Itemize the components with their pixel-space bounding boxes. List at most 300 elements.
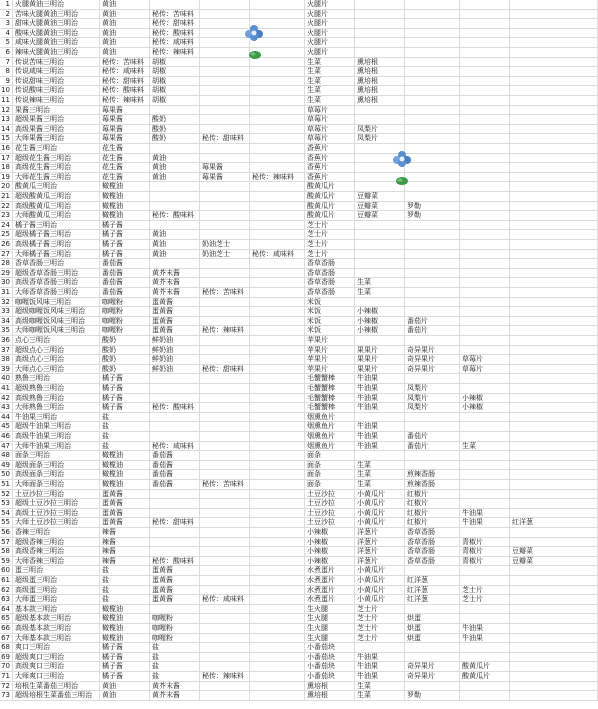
table-cell[interactable]: 红椒片 xyxy=(405,490,460,500)
row-number[interactable]: 33 xyxy=(0,307,13,317)
row-number[interactable]: 66 xyxy=(0,624,13,634)
table-cell[interactable]: 红椒片 xyxy=(405,518,460,528)
table-cell[interactable] xyxy=(510,374,598,384)
row-number[interactable]: 8 xyxy=(0,67,13,77)
table-cell[interactable] xyxy=(460,240,510,250)
row-number[interactable]: 29 xyxy=(0,269,13,279)
table-cell[interactable]: 盐 xyxy=(150,662,200,672)
table-cell[interactable]: 超级蛋三明治 xyxy=(13,576,100,586)
table-cell[interactable] xyxy=(200,19,250,29)
table-cell[interactable]: 香蕉片 xyxy=(305,163,355,173)
table-cell[interactable]: 超级培根生菜番茄三明治 xyxy=(13,691,100,701)
table-cell[interactable] xyxy=(200,499,250,509)
table-cell[interactable] xyxy=(250,346,305,356)
table-cell[interactable]: 橘子酱 xyxy=(100,221,150,231)
table-cell[interactable]: 盐 xyxy=(100,576,150,586)
table-cell[interactable]: 烘蛋 xyxy=(405,634,460,644)
table-cell[interactable] xyxy=(510,624,598,634)
table-cell[interactable] xyxy=(200,403,250,413)
table-cell[interactable]: 牛油果 xyxy=(355,442,405,452)
table-cell[interactable]: 传说苦味三明治 xyxy=(13,58,100,68)
table-cell[interactable]: 橄榄油 xyxy=(100,211,150,221)
table-cell[interactable] xyxy=(510,403,598,413)
table-cell[interactable]: 熏培根 xyxy=(355,58,405,68)
table-cell[interactable] xyxy=(460,163,510,173)
table-cell[interactable]: 咖喱粉 xyxy=(150,614,200,624)
row-number[interactable]: 28 xyxy=(0,259,13,269)
table-cell[interactable] xyxy=(250,144,305,154)
table-cell[interactable] xyxy=(510,634,598,644)
table-cell[interactable]: 熏培根 xyxy=(355,77,405,87)
table-cell[interactable]: 橘子酱 xyxy=(100,394,150,404)
table-cell[interactable]: 花生酱 xyxy=(100,163,150,173)
table-cell[interactable]: 黄油 xyxy=(150,230,200,240)
table-cell[interactable] xyxy=(460,384,510,394)
table-cell[interactable]: 秘传：辣味料 xyxy=(100,96,150,106)
table-cell[interactable] xyxy=(250,605,305,615)
row-number[interactable]: 3 xyxy=(0,19,13,29)
table-cell[interactable] xyxy=(150,374,200,384)
row-number[interactable]: 6 xyxy=(0,48,13,58)
table-cell[interactable] xyxy=(200,557,250,567)
table-cell[interactable] xyxy=(510,451,598,461)
table-cell[interactable]: 秘传：酸味料 xyxy=(150,211,200,221)
table-cell[interactable] xyxy=(355,250,405,260)
table-cell[interactable]: 芝士片 xyxy=(355,624,405,634)
table-cell[interactable] xyxy=(460,154,510,164)
row-number[interactable]: 71 xyxy=(0,672,13,682)
table-cell[interactable] xyxy=(250,432,305,442)
row-number[interactable]: 22 xyxy=(0,202,13,212)
table-cell[interactable] xyxy=(250,422,305,432)
table-cell[interactable]: 超级果酱三明治 xyxy=(13,115,100,125)
table-cell[interactable] xyxy=(200,547,250,557)
table-cell[interactable]: 洋葱片 xyxy=(355,528,405,538)
table-cell[interactable]: 酸味火腿黄油三明治 xyxy=(13,29,100,39)
table-cell[interactable] xyxy=(510,115,598,125)
table-cell[interactable] xyxy=(510,58,598,68)
table-cell[interactable]: 黄油 xyxy=(150,154,200,164)
table-cell[interactable]: 小辣椒 xyxy=(355,326,405,336)
table-cell[interactable] xyxy=(250,0,305,10)
table-cell[interactable] xyxy=(510,67,598,77)
table-cell[interactable]: 生菜 xyxy=(305,96,355,106)
table-cell[interactable]: 秘传：甜味料 xyxy=(200,134,250,144)
row-number[interactable]: 41 xyxy=(0,384,13,394)
table-cell[interactable] xyxy=(200,211,250,221)
table-cell[interactable]: 香草香肠 xyxy=(305,259,355,269)
table-cell[interactable] xyxy=(460,38,510,48)
table-cell[interactable]: 秘传：甜味料 xyxy=(200,365,250,375)
table-cell[interactable]: 奇异果片 xyxy=(405,672,460,682)
table-cell[interactable] xyxy=(250,134,305,144)
table-cell[interactable] xyxy=(250,336,305,346)
table-cell[interactable]: 草莓片 xyxy=(305,134,355,144)
table-cell[interactable]: 牛油果 xyxy=(460,634,510,644)
row-number[interactable]: 52 xyxy=(0,490,13,500)
table-cell[interactable]: 面条 xyxy=(305,470,355,480)
table-cell[interactable] xyxy=(460,499,510,509)
table-cell[interactable]: 洋葱片 xyxy=(355,547,405,557)
table-cell[interactable]: 秘传：咸味料 xyxy=(150,442,200,452)
table-cell[interactable]: 番茄酱 xyxy=(100,288,150,298)
table-cell[interactable] xyxy=(510,566,598,576)
table-cell[interactable] xyxy=(150,144,200,154)
table-cell[interactable] xyxy=(150,0,200,10)
table-cell[interactable] xyxy=(250,202,305,212)
table-cell[interactable] xyxy=(405,154,460,164)
table-cell[interactable]: 红洋葱 xyxy=(405,586,460,596)
table-cell[interactable] xyxy=(250,67,305,77)
table-cell[interactable]: 小辣椒 xyxy=(305,538,355,548)
table-cell[interactable]: 小黄瓜片 xyxy=(355,509,405,519)
table-cell[interactable] xyxy=(510,134,598,144)
table-cell[interactable] xyxy=(200,77,250,87)
table-cell[interactable] xyxy=(405,682,460,692)
table-cell[interactable] xyxy=(405,144,460,154)
table-cell[interactable]: 辣酱 xyxy=(100,538,150,548)
table-cell[interactable]: 豆瓣菜 xyxy=(355,202,405,212)
table-cell[interactable] xyxy=(250,662,305,672)
table-cell[interactable] xyxy=(460,250,510,260)
row-number[interactable]: 54 xyxy=(0,509,13,519)
table-cell[interactable]: 高级熟鲁三明治 xyxy=(13,394,100,404)
row-number[interactable]: 27 xyxy=(0,250,13,260)
table-cell[interactable]: 胡椒 xyxy=(150,77,200,87)
table-cell[interactable]: 小辣椒 xyxy=(460,403,510,413)
table-cell[interactable] xyxy=(250,451,305,461)
table-cell[interactable] xyxy=(250,461,305,471)
table-cell[interactable] xyxy=(405,115,460,125)
table-cell[interactable] xyxy=(510,182,598,192)
table-cell[interactable] xyxy=(250,365,305,375)
table-cell[interactable] xyxy=(460,48,510,58)
table-cell[interactable] xyxy=(250,672,305,682)
table-cell[interactable]: 高级基本款三明治 xyxy=(13,624,100,634)
table-cell[interactable]: 大师蛋三明治 xyxy=(13,595,100,605)
table-cell[interactable]: 小辣椒 xyxy=(355,307,405,317)
table-cell[interactable] xyxy=(510,0,598,10)
table-cell[interactable] xyxy=(250,499,305,509)
table-cell[interactable]: 土豆沙拉 xyxy=(305,518,355,528)
table-cell[interactable]: 传说辣味三明治 xyxy=(13,96,100,106)
table-cell[interactable]: 小黄瓜片 xyxy=(355,518,405,528)
table-cell[interactable] xyxy=(460,374,510,384)
table-cell[interactable] xyxy=(460,192,510,202)
table-cell[interactable]: 生菜 xyxy=(355,278,405,288)
row-number[interactable]: 63 xyxy=(0,595,13,605)
table-cell[interactable]: 酸黄瓜片 xyxy=(305,202,355,212)
table-cell[interactable] xyxy=(460,10,510,20)
row-number[interactable]: 51 xyxy=(0,480,13,490)
table-cell[interactable]: 盐 xyxy=(100,586,150,596)
table-cell[interactable] xyxy=(200,58,250,68)
table-cell[interactable] xyxy=(510,682,598,692)
table-cell[interactable]: 红椒片 xyxy=(405,499,460,509)
table-cell[interactable] xyxy=(405,106,460,116)
table-cell[interactable] xyxy=(200,586,250,596)
table-cell[interactable] xyxy=(200,125,250,135)
table-cell[interactable]: 火腿片 xyxy=(305,48,355,58)
table-cell[interactable]: 辣酱 xyxy=(100,547,150,557)
table-cell[interactable]: 面条 xyxy=(305,461,355,471)
table-cell[interactable]: 生菜 xyxy=(460,442,510,452)
table-cell[interactable]: 面条 xyxy=(305,480,355,490)
table-cell[interactable]: 咸味火腿黄油三明治 xyxy=(13,38,100,48)
table-cell[interactable]: 橄榄油 xyxy=(100,470,150,480)
table-cell[interactable] xyxy=(405,48,460,58)
table-cell[interactable] xyxy=(460,230,510,240)
table-cell[interactable]: 小辣椒 xyxy=(355,317,405,327)
table-cell[interactable] xyxy=(405,643,460,653)
table-cell[interactable]: 大师橘子酱三明治 xyxy=(13,250,100,260)
table-cell[interactable]: 辣酱 xyxy=(100,557,150,567)
table-cell[interactable] xyxy=(510,662,598,672)
table-cell[interactable] xyxy=(405,250,460,260)
table-cell[interactable]: 小辣椒 xyxy=(305,557,355,567)
table-cell[interactable] xyxy=(250,269,305,279)
table-cell[interactable]: 草莓片 xyxy=(460,355,510,365)
table-cell[interactable]: 酸黄瓜片 xyxy=(460,662,510,672)
table-cell[interactable]: 超级爽口三明治 xyxy=(13,653,100,663)
table-cell[interactable]: 牛油果 xyxy=(355,403,405,413)
table-cell[interactable] xyxy=(150,538,200,548)
table-cell[interactable]: 爽口三明治 xyxy=(13,643,100,653)
table-cell[interactable] xyxy=(250,595,305,605)
table-cell[interactable]: 高级土豆沙拉三明治 xyxy=(13,509,100,519)
table-cell[interactable]: 秘传：咸味料 xyxy=(150,38,200,48)
table-cell[interactable] xyxy=(250,115,305,125)
table-cell[interactable]: 秘传：酸味料 xyxy=(150,29,200,39)
table-cell[interactable]: 小黄瓜片 xyxy=(355,490,405,500)
table-cell[interactable] xyxy=(200,298,250,308)
table-cell[interactable]: 芝士片 xyxy=(460,595,510,605)
table-cell[interactable] xyxy=(250,326,305,336)
table-cell[interactable] xyxy=(250,538,305,548)
table-cell[interactable] xyxy=(405,86,460,96)
table-cell[interactable]: 高级面条三明治 xyxy=(13,470,100,480)
table-cell[interactable] xyxy=(460,173,510,183)
table-cell[interactable]: 莓果酱 xyxy=(200,163,250,173)
table-cell[interactable] xyxy=(405,278,460,288)
table-cell[interactable]: 熏培根 xyxy=(355,96,405,106)
table-cell[interactable] xyxy=(510,614,598,624)
table-cell[interactable] xyxy=(510,278,598,288)
table-cell[interactable]: 黄油 xyxy=(100,0,150,10)
table-cell[interactable] xyxy=(200,691,250,701)
table-cell[interactable] xyxy=(510,259,598,269)
row-number[interactable]: 67 xyxy=(0,634,13,644)
table-cell[interactable]: 香蕉片 xyxy=(305,154,355,164)
row-number[interactable]: 25 xyxy=(0,230,13,240)
table-cell[interactable]: 莓果酱 xyxy=(100,134,150,144)
table-cell[interactable] xyxy=(510,413,598,423)
table-cell[interactable]: 芝士片 xyxy=(355,605,405,615)
table-cell[interactable] xyxy=(200,202,250,212)
row-number[interactable]: 19 xyxy=(0,173,13,183)
table-cell[interactable]: 芝士片 xyxy=(355,614,405,624)
table-cell[interactable]: 小番茄块 xyxy=(305,662,355,672)
table-cell[interactable] xyxy=(405,413,460,423)
table-cell[interactable]: 花生酱三明治 xyxy=(13,144,100,154)
table-cell[interactable]: 小辣椒 xyxy=(305,547,355,557)
table-cell[interactable] xyxy=(510,576,598,586)
table-cell[interactable] xyxy=(510,384,598,394)
table-cell[interactable] xyxy=(200,566,250,576)
table-cell[interactable]: 莓果酱 xyxy=(100,125,150,135)
table-cell[interactable]: 毛蟹蟹棒 xyxy=(305,394,355,404)
table-cell[interactable] xyxy=(405,38,460,48)
table-cell[interactable]: 蛋三明治 xyxy=(13,566,100,576)
table-cell[interactable]: 豆瓣菜 xyxy=(355,211,405,221)
table-cell[interactable]: 芝士片 xyxy=(355,634,405,644)
table-cell[interactable] xyxy=(510,470,598,480)
table-cell[interactable] xyxy=(250,470,305,480)
table-cell[interactable] xyxy=(250,211,305,221)
table-cell[interactable]: 花生酱 xyxy=(100,173,150,183)
table-cell[interactable] xyxy=(510,96,598,106)
row-number[interactable]: 13 xyxy=(0,115,13,125)
table-cell[interactable]: 香草香肠 xyxy=(405,528,460,538)
table-cell[interactable]: 牛油果 xyxy=(460,518,510,528)
table-cell[interactable]: 咖喱粉 xyxy=(150,634,200,644)
table-cell[interactable]: 橄榄油 xyxy=(100,461,150,471)
table-cell[interactable] xyxy=(460,307,510,317)
table-cell[interactable] xyxy=(510,250,598,260)
table-cell[interactable] xyxy=(510,653,598,663)
table-cell[interactable] xyxy=(150,202,200,212)
table-cell[interactable]: 酸黄瓜片 xyxy=(305,192,355,202)
table-cell[interactable] xyxy=(460,566,510,576)
table-cell[interactable]: 生菜 xyxy=(355,691,405,701)
table-cell[interactable]: 牛油果 xyxy=(460,624,510,634)
table-cell[interactable] xyxy=(460,96,510,106)
table-cell[interactable]: 秘传：辣味料 xyxy=(200,326,250,336)
table-cell[interactable]: 黄油 xyxy=(150,250,200,260)
table-cell[interactable]: 胡椒 xyxy=(150,67,200,77)
row-number[interactable]: 50 xyxy=(0,470,13,480)
table-cell[interactable]: 芝士片 xyxy=(460,586,510,596)
table-cell[interactable]: 香蕉片 xyxy=(305,173,355,183)
table-cell[interactable] xyxy=(510,365,598,375)
table-cell[interactable] xyxy=(510,605,598,615)
table-cell[interactable] xyxy=(150,384,200,394)
table-cell[interactable]: 黄油 xyxy=(150,173,200,183)
table-cell[interactable] xyxy=(200,624,250,634)
table-cell[interactable] xyxy=(460,653,510,663)
table-cell[interactable]: 奇异果片 xyxy=(405,355,460,365)
table-cell[interactable] xyxy=(510,317,598,327)
table-cell[interactable]: 秘传：甜味料 xyxy=(150,518,200,528)
table-cell[interactable] xyxy=(250,614,305,624)
table-cell[interactable] xyxy=(460,115,510,125)
table-cell[interactable] xyxy=(355,0,405,10)
table-cell[interactable] xyxy=(250,355,305,365)
table-cell[interactable]: 酸黄瓜片 xyxy=(460,672,510,682)
table-cell[interactable]: 米饭 xyxy=(305,326,355,336)
table-cell[interactable]: 生火腿 xyxy=(305,614,355,624)
table-cell[interactable] xyxy=(200,653,250,663)
table-cell[interactable] xyxy=(200,394,250,404)
table-cell[interactable] xyxy=(250,682,305,692)
table-cell[interactable]: 洋葱片 xyxy=(355,557,405,567)
table-cell[interactable] xyxy=(405,0,460,10)
row-number[interactable]: 23 xyxy=(0,211,13,221)
table-cell[interactable]: 果果片 xyxy=(355,365,405,375)
row-number[interactable]: 69 xyxy=(0,653,13,663)
table-cell[interactable] xyxy=(510,499,598,509)
table-cell[interactable]: 超级橘子酱三明治 xyxy=(13,230,100,240)
table-cell[interactable]: 秘传：苦味料 xyxy=(100,58,150,68)
row-number[interactable]: 36 xyxy=(0,336,13,346)
row-number[interactable]: 2 xyxy=(0,10,13,20)
table-cell[interactable]: 甜味火腿黄油三明治 xyxy=(13,19,100,29)
table-cell[interactable]: 红洋葱 xyxy=(405,595,460,605)
table-cell[interactable]: 小黄瓜片 xyxy=(355,499,405,509)
table-cell[interactable]: 大师果酱三明治 xyxy=(13,134,100,144)
table-cell[interactable]: 秘传：酸味料 xyxy=(150,403,200,413)
table-cell[interactable] xyxy=(150,106,200,116)
table-cell[interactable]: 黄芥末酱 xyxy=(150,269,200,279)
table-cell[interactable] xyxy=(510,154,598,164)
table-cell[interactable] xyxy=(510,19,598,29)
table-cell[interactable] xyxy=(405,182,460,192)
table-cell[interactable]: 罗勒 xyxy=(405,691,460,701)
table-cell[interactable] xyxy=(460,451,510,461)
table-cell[interactable] xyxy=(200,269,250,279)
table-cell[interactable] xyxy=(250,691,305,701)
table-cell[interactable]: 秘传：辣味料 xyxy=(150,48,200,58)
table-cell[interactable] xyxy=(250,566,305,576)
table-cell[interactable] xyxy=(250,518,305,528)
table-cell[interactable]: 蛋黄酱 xyxy=(150,317,200,327)
table-cell[interactable] xyxy=(250,490,305,500)
table-cell[interactable]: 番茄酱 xyxy=(150,470,200,480)
table-cell[interactable] xyxy=(405,451,460,461)
table-cell[interactable]: 秘传：甜味料 xyxy=(100,77,150,87)
row-number[interactable]: 32 xyxy=(0,298,13,308)
table-cell[interactable] xyxy=(510,355,598,365)
table-cell[interactable] xyxy=(460,211,510,221)
table-cell[interactable]: 香草香肠 xyxy=(305,278,355,288)
table-cell[interactable] xyxy=(510,192,598,202)
table-cell[interactable]: 辣酱 xyxy=(100,528,150,538)
table-cell[interactable] xyxy=(250,528,305,538)
row-number[interactable]: 37 xyxy=(0,346,13,356)
table-cell[interactable]: 火腿片 xyxy=(305,10,355,20)
table-cell[interactable]: 超级点心三明治 xyxy=(13,346,100,356)
table-cell[interactable]: 酸黄瓜片 xyxy=(305,182,355,192)
table-cell[interactable]: 大师咖喱饭风味三明治 xyxy=(13,326,100,336)
table-cell[interactable] xyxy=(405,67,460,77)
table-cell[interactable]: 超级熟鲁三明治 xyxy=(13,384,100,394)
table-cell[interactable] xyxy=(460,288,510,298)
table-cell[interactable]: 盐 xyxy=(100,413,150,423)
table-cell[interactable]: 咖喱粉 xyxy=(100,317,150,327)
table-cell[interactable]: 高级香草香肠三明治 xyxy=(13,278,100,288)
table-cell[interactable] xyxy=(510,346,598,356)
table-cell[interactable]: 芝士片 xyxy=(305,250,355,260)
row-number[interactable]: 26 xyxy=(0,240,13,250)
table-cell[interactable]: 毛蟹蟹棒 xyxy=(305,384,355,394)
row-number[interactable]: 43 xyxy=(0,403,13,413)
row-number[interactable]: 39 xyxy=(0,365,13,375)
table-cell[interactable] xyxy=(250,278,305,288)
table-cell[interactable]: 洋葱片 xyxy=(355,538,405,548)
table-cell[interactable]: 奶油芝士 xyxy=(200,240,250,250)
table-cell[interactable] xyxy=(460,432,510,442)
table-cell[interactable]: 秘传：咸味料 xyxy=(250,250,305,260)
